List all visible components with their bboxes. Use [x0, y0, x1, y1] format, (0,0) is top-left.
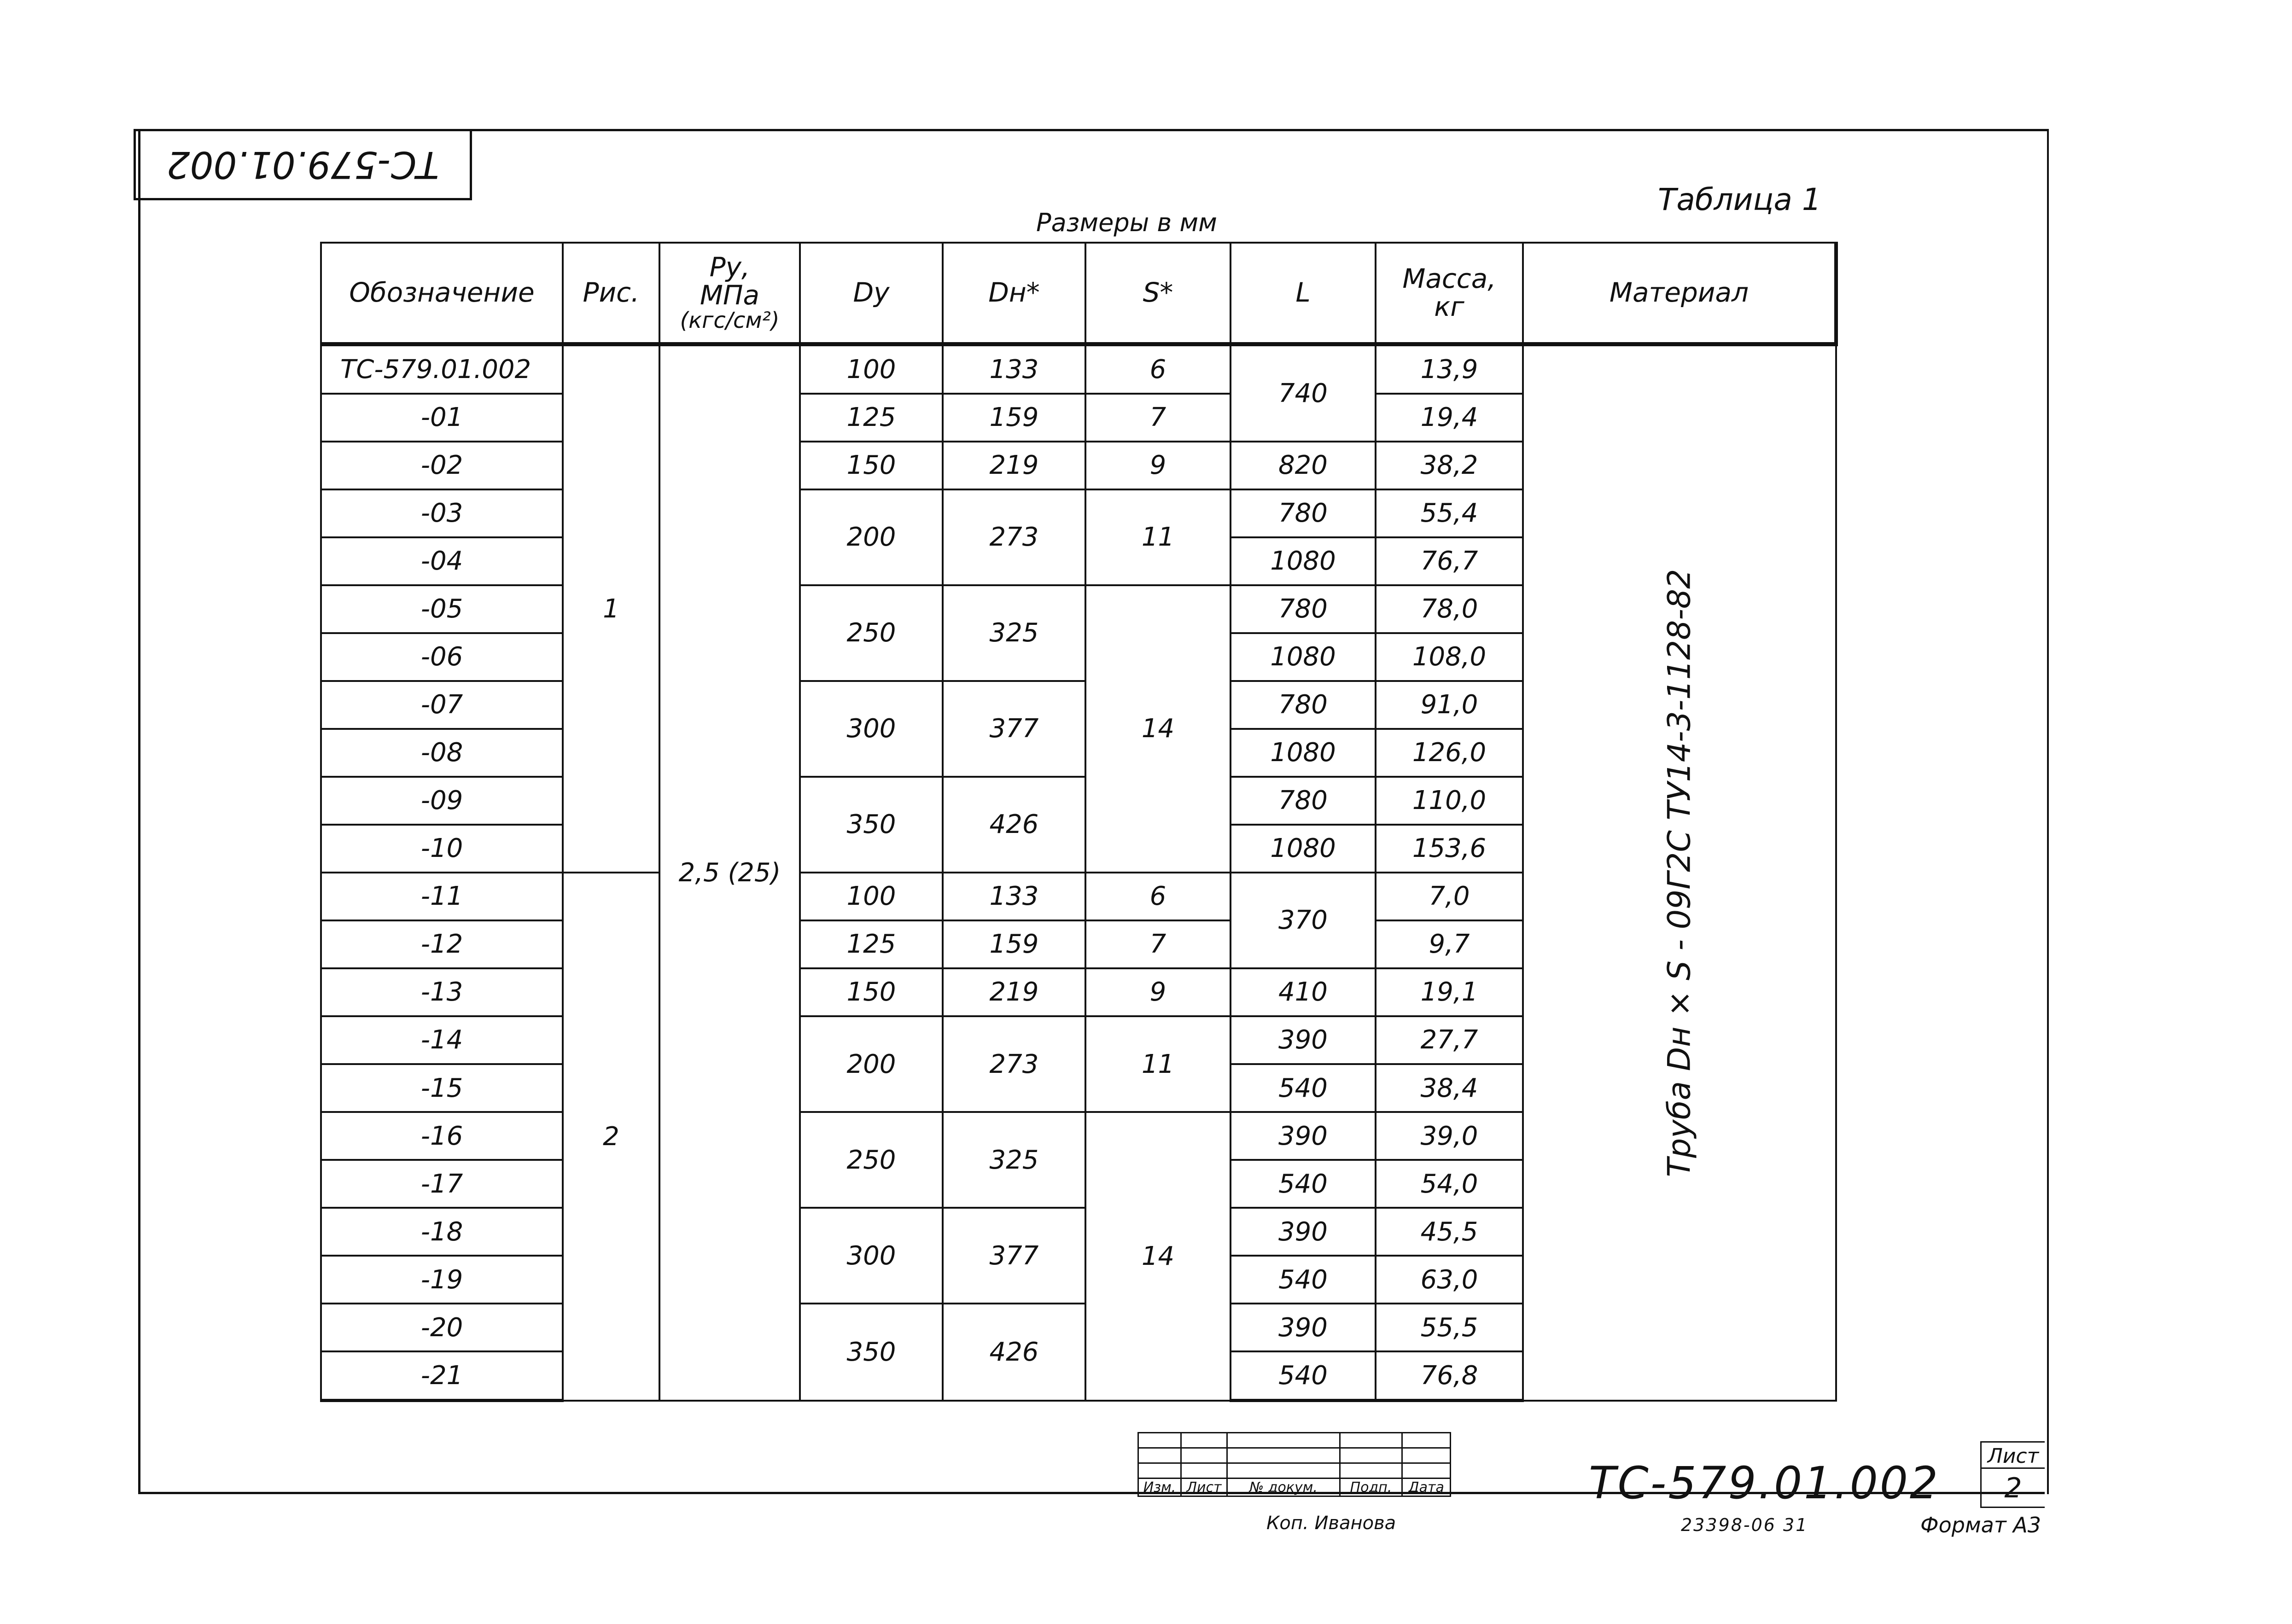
- cell-l: 540: [1231, 1160, 1376, 1208]
- cell-dn: 273: [943, 489, 1085, 585]
- header-pressure: [659, 243, 800, 344]
- cell-designation: -09: [321, 777, 563, 825]
- cell-dn: 325: [943, 585, 1085, 681]
- cell-designation: -20: [321, 1304, 563, 1351]
- cell-s: 6: [1085, 873, 1231, 920]
- cell-mass: 39,0: [1376, 1112, 1523, 1160]
- cell-dn: 219: [943, 968, 1085, 1016]
- cell-s: 14: [1085, 585, 1231, 873]
- cell-dy: 250: [800, 585, 943, 681]
- header-designation: Обозначение: [321, 243, 563, 344]
- cell-dn: 133: [943, 344, 1085, 394]
- cell-material: [1523, 344, 1836, 1401]
- cell-designation: -21: [321, 1351, 563, 1400]
- cell-l: 820: [1231, 442, 1376, 489]
- cell-designation: -05: [321, 585, 563, 633]
- tb-cell: [1402, 1433, 1451, 1448]
- cell-l: 390: [1231, 1304, 1376, 1351]
- cell-designation: -18: [321, 1208, 563, 1256]
- format-label: Формат А3: [1920, 1513, 2041, 1537]
- header-mass: [1376, 243, 1523, 344]
- cell-dy: 200: [800, 1016, 943, 1112]
- header-material: Материал: [1523, 243, 1836, 344]
- cell-l: 780: [1231, 777, 1376, 825]
- cell-dn: 377: [943, 1208, 1085, 1304]
- cell-dy: 200: [800, 489, 943, 585]
- cell-mass: 55,4: [1376, 489, 1523, 537]
- cell-mass: 110,0: [1376, 777, 1523, 825]
- cell-figure-1: 1: [563, 344, 659, 873]
- tb-cell: [1138, 1448, 1181, 1463]
- cell-l: 540: [1231, 1256, 1376, 1304]
- cell-designation: -11: [321, 873, 563, 920]
- tb-cell: [1227, 1463, 1340, 1478]
- cell-designation: -04: [321, 537, 563, 585]
- table-title: Таблица 1: [1658, 182, 1821, 217]
- cell-dy: 100: [800, 873, 943, 920]
- cell-dy: 300: [800, 1208, 943, 1304]
- header-pressure-line1: Ру,: [709, 251, 750, 283]
- cell-designation: -03: [321, 489, 563, 537]
- tb-cell: [1402, 1463, 1451, 1478]
- cell-mass: 19,4: [1376, 394, 1523, 442]
- cell-designation: -16: [321, 1112, 563, 1160]
- cell-designation: -12: [321, 920, 563, 968]
- cell-designation: -08: [321, 729, 563, 777]
- cell-mass: 7,0: [1376, 873, 1523, 920]
- cell-s: 7: [1085, 394, 1231, 442]
- cell-mass: 27,7: [1376, 1016, 1523, 1064]
- cell-mass: 153,6: [1376, 825, 1523, 873]
- tb-cell: [1227, 1448, 1340, 1463]
- tb-label-signature: Подп.: [1340, 1478, 1402, 1496]
- cell-dy: 250: [800, 1112, 943, 1208]
- cell-dy: 125: [800, 920, 943, 968]
- header-dy: Dу: [800, 243, 943, 344]
- cell-dy: 100: [800, 344, 943, 394]
- cell-l: 390: [1231, 1016, 1376, 1064]
- header-figure: Рис.: [563, 243, 659, 344]
- cell-dy: 125: [800, 394, 943, 442]
- tb-cell: [1340, 1463, 1402, 1478]
- cell-dn: 325: [943, 1112, 1085, 1208]
- header-pressure-line2: МПа: [700, 279, 760, 311]
- tb-label-doc-no: № докум.: [1227, 1478, 1340, 1496]
- sheet-box: [1980, 1441, 2045, 1515]
- header-row: [321, 243, 1836, 344]
- header-l: L: [1231, 243, 1376, 344]
- cell-designation: -15: [321, 1064, 563, 1112]
- tb-cell: [1181, 1448, 1227, 1463]
- cell-figure-2: 2: [563, 873, 659, 1401]
- cell-designation: -10: [321, 825, 563, 873]
- cell-designation: -07: [321, 681, 563, 729]
- tb-cell: [1340, 1448, 1402, 1463]
- cell-l: 1080: [1231, 729, 1376, 777]
- cell-dn: 377: [943, 681, 1085, 777]
- top-left-stamp: [134, 129, 472, 200]
- cell-s: 11: [1085, 1016, 1231, 1112]
- copied-by: Коп. Иванова: [1266, 1513, 1396, 1534]
- cell-l: 780: [1231, 681, 1376, 729]
- cell-dy: 350: [800, 1304, 943, 1400]
- cell-s: 11: [1085, 489, 1231, 585]
- cell-l: 370: [1231, 873, 1376, 968]
- cell-designation: -06: [321, 633, 563, 681]
- tb-label-change: Изм.: [1138, 1478, 1181, 1496]
- sheet-label: Лист: [1980, 1441, 2045, 1469]
- cell-l: 410: [1231, 968, 1376, 1016]
- cell-l: 540: [1231, 1351, 1376, 1400]
- cell-mass: 126,0: [1376, 729, 1523, 777]
- header-pressure-line3: (кгс/см²): [680, 308, 780, 334]
- archive-number: 23398-06 31: [1681, 1515, 1808, 1535]
- tb-cell: [1181, 1433, 1227, 1448]
- cell-dy: 150: [800, 442, 943, 489]
- cell-designation: ТС-579.01.002: [321, 344, 563, 394]
- cell-designation: -14: [321, 1016, 563, 1064]
- cell-dy: 300: [800, 681, 943, 777]
- table-row: [321, 344, 1836, 394]
- cell-mass: 54,0: [1376, 1160, 1523, 1208]
- cell-mass: 13,9: [1376, 344, 1523, 394]
- cell-dn: 159: [943, 920, 1085, 968]
- cell-dy: 150: [800, 968, 943, 1016]
- cell-l: 1080: [1231, 825, 1376, 873]
- tb-cell: [1138, 1433, 1181, 1448]
- cell-l: 1080: [1231, 537, 1376, 585]
- cell-l: 1080: [1231, 633, 1376, 681]
- cell-mass: 76,7: [1376, 537, 1523, 585]
- cell-l: 780: [1231, 489, 1376, 537]
- cell-s: 9: [1085, 442, 1231, 489]
- cell-dy: 350: [800, 777, 943, 873]
- cell-mass: 63,0: [1376, 1256, 1523, 1304]
- tb-cell: [1138, 1463, 1181, 1478]
- cell-designation: -13: [321, 968, 563, 1016]
- cell-pressure: 2,5 (25): [659, 344, 800, 1401]
- cell-mass: 38,4: [1376, 1064, 1523, 1112]
- cell-mass: 76,8: [1376, 1351, 1523, 1400]
- spec-table: [320, 242, 1838, 1402]
- cell-dn: 273: [943, 1016, 1085, 1112]
- title-block-grid: [1137, 1432, 1451, 1497]
- tb-cell: [1340, 1433, 1402, 1448]
- cell-l: 390: [1231, 1208, 1376, 1256]
- cell-dn: 159: [943, 394, 1085, 442]
- cell-mass: 108,0: [1376, 633, 1523, 681]
- stamp-code-inverted: ТС-579.01.002: [166, 143, 439, 186]
- material-text: Труба Dн × S - 09Г2С ТУ14-3-1128-82: [1661, 569, 1698, 1177]
- header-s: S*: [1085, 243, 1231, 344]
- tb-cell: [1227, 1433, 1340, 1448]
- cell-dn: 426: [943, 777, 1085, 873]
- cell-mass: 45,5: [1376, 1208, 1523, 1256]
- cell-mass: 55,5: [1376, 1304, 1523, 1351]
- cell-dn: 133: [943, 873, 1085, 920]
- tb-label-sheet: Лист: [1181, 1478, 1227, 1496]
- cell-l: 740: [1231, 344, 1376, 442]
- cell-mass: 38,2: [1376, 442, 1523, 489]
- cell-l: 390: [1231, 1112, 1376, 1160]
- cell-s: 7: [1085, 920, 1231, 968]
- cell-l: 780: [1231, 585, 1376, 633]
- header-mass-line1: Масса,: [1402, 262, 1496, 294]
- cell-s: 9: [1085, 968, 1231, 1016]
- cell-designation: -17: [321, 1160, 563, 1208]
- cell-s: 14: [1085, 1112, 1231, 1400]
- header-dn: Dн*: [943, 243, 1085, 344]
- cell-mass: 78,0: [1376, 585, 1523, 633]
- document-code: ТС-579.01.002: [1589, 1457, 1940, 1509]
- cell-designation: -02: [321, 442, 563, 489]
- header-mass-line2: кг: [1434, 291, 1464, 322]
- cell-mass: 9,7: [1376, 920, 1523, 968]
- cell-dn: 219: [943, 442, 1085, 489]
- dimensions-note: Размеры в мм: [1036, 208, 1217, 237]
- cell-mass: 91,0: [1376, 681, 1523, 729]
- cell-designation: -19: [321, 1256, 563, 1304]
- tb-cell: [1181, 1463, 1227, 1478]
- tb-cell: [1402, 1448, 1451, 1463]
- tb-label-date: Дата: [1402, 1478, 1451, 1496]
- cell-l: 540: [1231, 1064, 1376, 1112]
- cell-s: 6: [1085, 344, 1231, 394]
- cell-dn: 426: [943, 1304, 1085, 1400]
- cell-designation: -01: [321, 394, 563, 442]
- sheet-number: 2: [1980, 1469, 2045, 1508]
- cell-mass: 19,1: [1376, 968, 1523, 1016]
